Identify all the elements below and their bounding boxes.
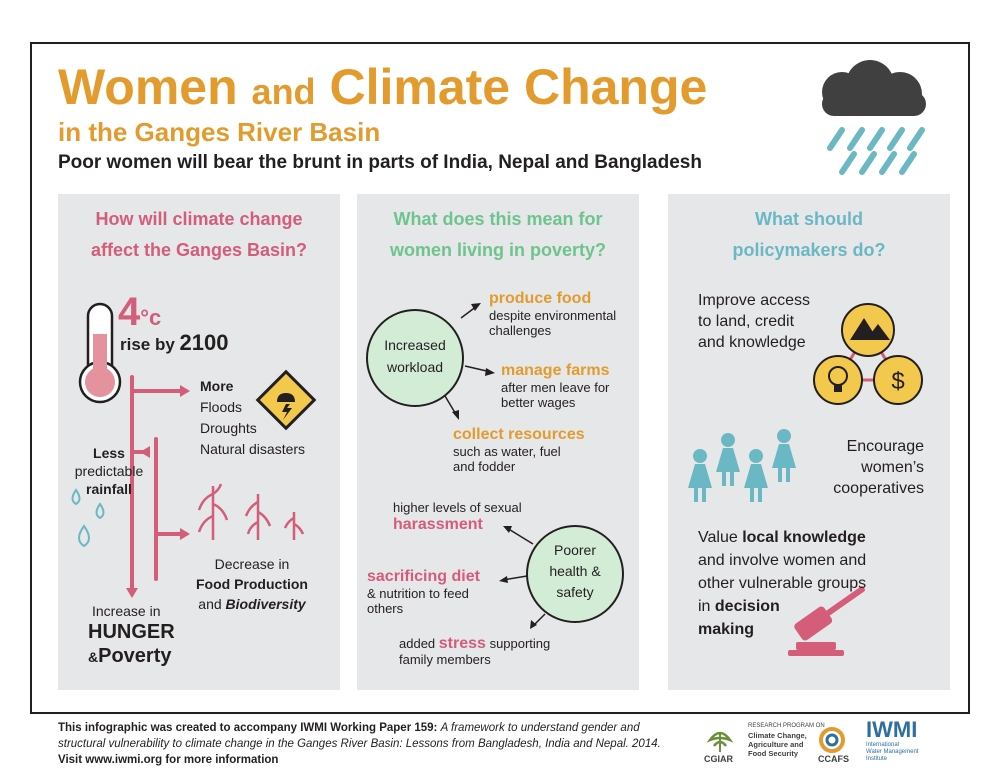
rain-cloud-icon: [808, 58, 938, 184]
value-knowledge-text: Value local knowledge and involve women and other vulnerable groups in decision making: [698, 529, 867, 638]
less-rainfall-text: Less predictable rainfall: [74, 445, 144, 497]
decrease-food-text: Decrease in Food Production and Biodiversity: [196, 556, 308, 612]
footer-paper-title: A framework to understand gender and structural vulnerability to climate change in the Ganges River Basin: Lessons from Bangladesh, India and Nepal. 2014.: [58, 722, 661, 750]
land-icon: [842, 304, 894, 356]
panel-policymakers: [668, 194, 950, 690]
hunger-text: HUNGER: [88, 621, 175, 643]
rise-by-text: rise by 2100: [120, 330, 229, 355]
thermometer-icon: [80, 304, 120, 402]
raindrops-icon: [73, 490, 104, 546]
temp-value: 4°c: [118, 290, 162, 334]
iwmi-logo: IWMI: [866, 717, 918, 742]
poverty-text: &Poverty: [88, 645, 172, 667]
encourage-cooperatives-text: Encourage women’s cooperatives: [833, 438, 924, 497]
cgiar-logo: [710, 732, 730, 752]
title-word-women: Women: [58, 59, 238, 115]
ccafs-program-text: RESEARCH PROGRAM ON Climate Change, Agriculture and Food Security: [748, 723, 825, 758]
panel1-heading-line2: affect the Ganges Basin?: [90, 240, 308, 260]
title-word-and: and: [251, 71, 316, 112]
panel-women-poverty: [357, 194, 639, 690]
partner-logos: [700, 718, 970, 768]
increase-in-text: Increase in: [92, 603, 161, 619]
page-tagline: Poor women will bear the brunt in parts of India, Nepal and Bangladesh: [58, 152, 702, 173]
iwmi-subtext: International Water Management Institute: [866, 742, 919, 762]
increased-workload-circle-text: Increased workload: [384, 337, 446, 375]
poorer-health-circle-text: Poorer health & safety: [549, 542, 601, 600]
footer-intro: This infographic was created to accompany IWMI Working Paper 159:: [58, 722, 438, 734]
footer-visit-link[interactable]: Visit www.iwmi.org for more information: [58, 754, 279, 766]
cgiar-label: CGIAR: [704, 754, 733, 764]
collect-resources-text: collect resources such as water, fuel and fodder: [453, 426, 585, 474]
title-word-climate-change: Climate Change: [329, 59, 708, 115]
lightbulb-icon: [814, 356, 862, 404]
women-group-icon: [688, 429, 796, 502]
harassment-text: higher levels of sexual harassment: [393, 500, 522, 533]
panel2-heading-line2: women living in poverty?: [389, 240, 607, 260]
stress-text: added stress supporting family members: [399, 635, 551, 667]
panel3-heading-line1: What should: [755, 209, 863, 229]
panel1-heading-line1: How will climate change: [95, 209, 303, 229]
more-disasters-text: More Floods Droughts Natural disasters: [200, 378, 306, 457]
sacrificing-diet-text: sacrificing diet & nutrition to feed others: [367, 568, 480, 616]
dollar-icon: [874, 356, 922, 404]
crops-icon: [199, 484, 303, 540]
svg-text:$: $: [891, 368, 905, 395]
page-subtitle: in the Ganges River Basin: [58, 117, 381, 147]
produce-food-text: produce food despite environmental challenges: [489, 290, 617, 338]
page-title: [58, 58, 707, 121]
footer-citation: [58, 720, 678, 768]
panel3-heading-line2: policymakers do?: [732, 240, 886, 260]
improve-access-text: Improve access to land, credit and knowledge: [698, 292, 811, 351]
panel2-heading-line1: What does this mean for: [393, 209, 603, 229]
ccafs-label: CCAFS: [818, 754, 849, 764]
panel-climate-effects: [58, 194, 340, 690]
manage-farms-text: manage farms after men leave for better wages: [501, 362, 610, 410]
